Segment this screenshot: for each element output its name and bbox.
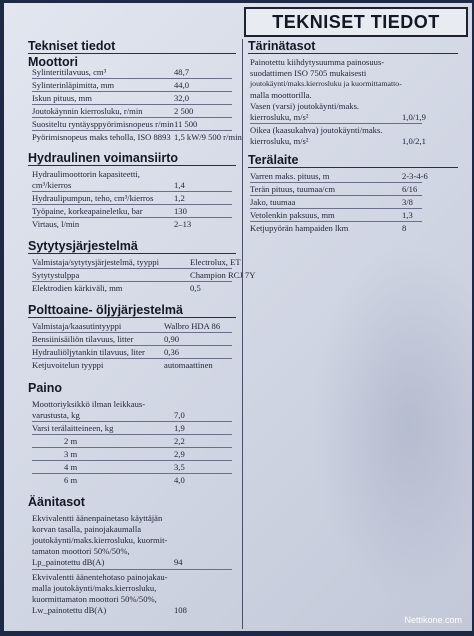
row-divider <box>32 358 232 359</box>
watermark: Nettikone.com <box>404 615 462 625</box>
row-divider <box>250 195 422 196</box>
row-divider <box>32 117 232 118</box>
row-divider <box>250 123 422 124</box>
row-divider <box>32 421 232 422</box>
section-heading-aanitasot: Äänitasot <box>28 495 85 509</box>
row-divider <box>32 345 232 346</box>
row-divider <box>32 332 232 333</box>
row-divider <box>32 217 232 218</box>
row-divider <box>32 473 232 474</box>
section-heading-sytytys: Sytytysjärjestelmä <box>28 239 236 254</box>
section-heading-tarinatasot: Tärinätasot <box>248 39 458 54</box>
row-divider <box>32 447 232 448</box>
row-divider <box>32 281 232 282</box>
row-divider <box>32 91 232 92</box>
row-divider <box>250 182 422 183</box>
row-divider <box>32 460 232 461</box>
row-divider <box>250 208 422 209</box>
section-heading-hydrauli: Hydraulinen voimansiirto <box>28 151 236 166</box>
row-divider <box>32 268 232 269</box>
row-divider <box>32 434 232 435</box>
page-title: TEKNISET TIEDOT <box>244 7 468 37</box>
row-divider <box>32 191 232 192</box>
section-heading-paino: Paino <box>28 381 63 395</box>
section-heading-tekniset-tiedot: Tekniset tiedot <box>28 39 236 54</box>
section-heading-teralaite: Terälaite <box>248 153 458 168</box>
row-divider <box>32 569 232 570</box>
section-heading-polttoaine: Polttoaine- öljyjärjestelmä <box>28 303 236 318</box>
row-divider <box>32 78 232 79</box>
page-shading <box>312 243 472 603</box>
row-divider <box>32 130 232 131</box>
row-divider <box>250 221 422 222</box>
section-heading-moottori: Moottori <box>28 55 78 69</box>
column-divider <box>242 39 243 629</box>
row-divider <box>32 204 232 205</box>
manual-page: TEKNISET TIEDOT Tekniset tiedot Moottori Sylinteritilavuus, cm³ 48,7 Sylinterinläpimitta, mm 44,0 Iskun pituus, mm 32,0 Joutokäynnin kierrosluku, r/min 2 500 Suositeltu ryntäysppyörimisnopeus r/min 11 500 Pyörimisnopeus maks teholla, ISO 8893 1,5 kW/9 500 r/min Hydraulinen voimansiirto Hydraulimoottorin kapasiteetti, cm³/kierros 1,4 Hydraulipumpun, teho, cm³/kierros 1,2 Työpaine, korkeapaineletku, bar 130 Virtaus, l/min 2–13 Sytytysjärjestelmä Valmistaja/sytytysjärjestelmä, tyyppi Electrolux, ET Sytytystulppa Champion RCJ 7Y Elektrodien kärkiväli, mm 0,5 Polttoaine- öljyjärjestelmä Valmistaja/kaasutintyyppi Walbro HDA 86 Bensiinisäiliön tilavuus, litter 0,90 Hydrauliöljytankin tilavuus, liter 0,36 Ketjuvoitelun tyyppi automaattinen Paino Moottoriyksikkö ilman leikkaus- varustusta, kg 7,0 Varsi terälaitteineen, kg 1,9 2 m 2,2 3 m 2,9 4 m 3,5 6 m 4,0 Äänitasot Ekvivalentti äänenpainetaso käyttäjän korvan tasalla, painojakaumalla joutokäynti/maks.kierrosluku, kuormit- tamaton moottori 50%/50%, Lp_painotettu dB(A) 94 Ekvivalentti äänentehotaso painojakau- malla joutokäynti/maks.kierrosluku, kuormittamaton moottori 50%/50%, Lw_painotettu dB(A) 108 Tärinätasot Painotettu kiihdytysuumma painosuus- suodattimen ISO 7505 mukaisesti joutokäynti/maks.kierrosluku ja kuormittamatto- malla moottorilla. Vasen (varsi) joutokäynti/maks. kierrosluku, m/s² 1,0/1,9 Oikea (kaasukahva) joutokäynti/maks. kierrosluku, m/s² 1,0/2,1 Terälaite Varren maks. pituus, m 2-3-4-6 Terän pituus, tuumaa/cm 6/16 Jako, tuumaa 3/8 Vetolenkin paksuus, mm 1,3 Ketjupyörän hampaiden lkm 8 Nettikone.com <box>4 3 472 631</box>
row-divider <box>32 104 232 105</box>
